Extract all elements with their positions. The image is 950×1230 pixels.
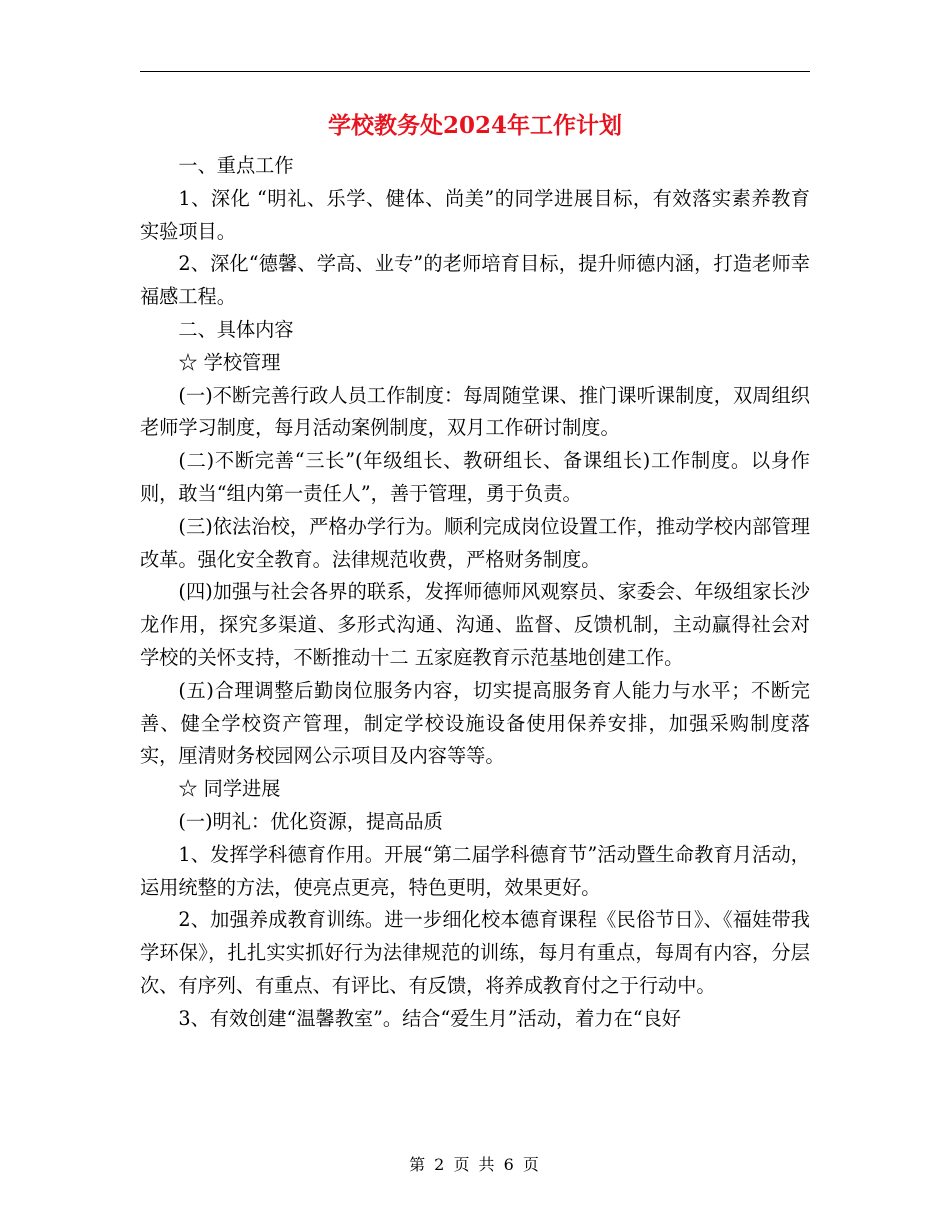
paragraph: 二、具体内容 (178, 317, 294, 341)
paragraph: (一)明礼：优化资源，提高品质 (178, 809, 443, 833)
paragraph: (三)依法治校，严格办学行为。顺利完成岗位设置工作，推动学校内部管理改革。强化安全教育。法律规范收费，严格财务制度。 (140, 514, 810, 571)
page-number: 第 2 页 共 6 页 (409, 1155, 541, 1174)
paragraph: 一、重点工作 (178, 154, 294, 177)
paragraph: 2、加强养成教育训练。进一步细化校本德育课程《民俗节日》、《福娃带我学环保》，扎扎实实抓好行为法律规范的训练，每月有重点，每周有内容，分层次、有序列、有重点、有评比、有反馈，将养成教育付之于行动中。 (140, 908, 810, 997)
paragraph: (四)加强与社会各界的联系，发挥师德师风观察员、家委会、年级组家长沙龙作用，探究多渠道、多形式沟通、沟通、监督、反馈机制，主动赢得社会对学校的关怀支持，不断推动十二 五家庭教育示范基地创建工作。 (140, 580, 810, 669)
document-title: 学校教务处2024年工作计划 (327, 112, 622, 139)
header-rule (140, 71, 810, 72)
paragraph: 1、深化 “明礼、乐学、健体、尚美”的同学进展目标，有效落实素养教育实验项目。 (140, 186, 810, 243)
paragraph: (一)不断完善行政人员工作制度：每周随堂课、推门课听课制度，双周组织老师学习制度，每月活动案例制度，双月工作研讨制度。 (140, 383, 810, 440)
paragraph: ☆ 同学进展 (178, 777, 281, 801)
document-body (140, 150, 810, 1036)
paragraph: (二)不断完善“三长”(年级组长、教研组长、备课组长)工作制度。以身作则，敢当“组内第一责任人”，善于管理，勇于负责。 (140, 449, 810, 505)
paragraph: 2、深化“德馨、学高、业专”的老师培育目标，提升师德内涵，打造老师幸福感工程。 (140, 252, 810, 309)
paragraph: (五)合理调整后勤岗位服务内容，切实提高服务育人能力与水平；不断完善、健全学校资产管理，制定学校设施设备使用保养安排，加强采购制度落实，厘清财务校园网公示项目及内容等等。 (140, 678, 810, 768)
paragraph: 3、有效创建“温馨教室”。结合“爱生月”活动，着力在“良好 (178, 1006, 681, 1030)
paragraph: 1、发挥学科德育作用。开展“第二届学科德育节”活动暨生命教育月活动，运用统整的方法，使亮点更亮，特色更明，效果更好。 (140, 842, 810, 899)
paragraph: ☆ 学校管理 (178, 350, 281, 374)
